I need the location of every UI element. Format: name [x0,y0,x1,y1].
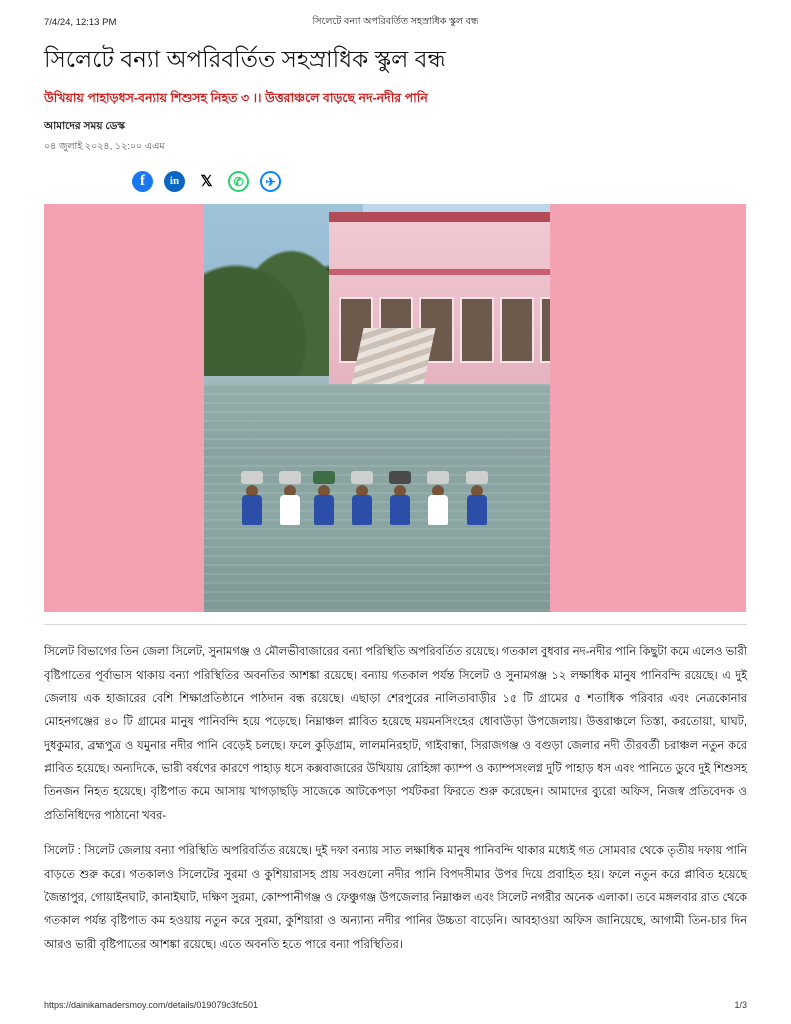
messenger-icon[interactable]: ✈ [260,171,281,192]
article-paragraph: সিলেট : সিলেট জেলায় বন্যা পরিস্থিতি অপরিবর্তিত রয়েছে। দুই দফা বন্যায় সাত লক্ষাধিক মানুষ পানিবন্দি থাকার মধ্যেই গত সোমবার থেকে তৃতীয় দফায় পানি বাড়তে শুরু করে। গতকালও সিলেটের সুরমা ও কুশিয়ারাসহ প্রায় সবগুলো নদীর পানি বিপদসীমার উপর দিয়ে প্রবাহিত হয়। ফলে নতুন করে প্লাবিত হয়েছে জৈন্তাপুর, গোয়াইনঘাট, কানাইঘাট, দক্ষিণ সুরমা, কোম্পানীগঞ্জ ও ফেঞ্চুগঞ্জ উপজেলার নিম্নাঞ্চল এবং সিলেট নগরীর অনেক এলাকা। তবে মঙ্গলবার রাত থেকে গতকাল পর্যন্ত বৃষ্টিপাত কম হওয়ায় নতুন করে সুরমা, কুশিয়ারা ও অন্যান্য নদীর পানির উচ্চতা বাড়েনি। আবহাওয়া অফিস জানিয়েছে, আগামী তিন-চার দিন আরও ভারী বৃষ্টিপাতের আশঙ্কা রয়েছে। এতে অবনতি হতে পারে বন্যা পরিস্থিতির। [44,845,747,951]
print-document-title: সিলেটে বন্যা অপরিবর্তিত সহস্রাধিক স্কুল বন্ধ [312,15,479,27]
photo-canvas [44,204,746,612]
article-paragraph: সিলেট বিভাগের তিন জেলা সিলেট, সুনামগঞ্জ ও মৌলভীবাজারের বন্যা পরিস্থিতি অপরিবর্তিত রয়েছে। গতকাল বুধবার নদ-নদীর পানি কিছুটা কমে এলেও ভারী বৃষ্টিপাতের পূর্বাভাস থাকায় বন্যা পরিস্থিতির অবনতির আশঙ্কা রয়েছে। বন্যায় গতকাল পর্যন্ত সিলেট ও সুনামগঞ্জ ১২ লক্ষাধিক মানুষ পানিবন্দি রয়েছে। এ দুই জেলায় এক হাজারের বেশি শিক্ষাপ্রতিষ্ঠানে পাঠদান বন্ধ রয়েছে। এছাড়া শেরপুরের নালিতাবাড়ীর ১৫ টি গ্রামের ৫ শতাধিক পরিবার এবং নেত্রকোনার মোহনগঞ্জের ৪০ টি গ্রামের মানুষ পানিবন্দি হয়ে পড়েছে। নিম্নাঞ্চল প্লাবিত হয়েছে ময়মনসিংহের ধোবাউড়া উপজেলায়। উত্তরাঞ্চলে তিস্তা, করতোয়া, ঘাঘট, দুধকুমার, ব্রহ্মপুত্র ও যমুনার নদীর পানি বেড়েই চলছে। ফলে কুড়িগ্রাম, লালমনিরহাট, গাইবান্ধা, সিরাজগঞ্জ ও বগুড়া জেলার নদী তীরবর্তী চরাঞ্চল নতুন করে প্লাবিত হয়েছে। অন্যদিকে, ভারী বর্ষণের কারণে পাহাড় ধসে কক্সবাজারের উখিয়ায় রোহিঙ্গা ক্যাম্প ও ক্যাম্পসংলগ্ন দুটি পাহাড় ধস এবং পানিতে ডুবে দুই শিশুসহ তিনজন নিহত হয়েছে। বৃষ্টিপাত কমে আসায় খাগড়াছড়ি সাজেকে আটকেপড়া পর্যটকরা ফিরতে শুরু করেছেন। আমাদের ব্যুরো অফিস, নিজস্ব প্রতিবেদক ও প্রতিনিধিদের পাঠানো খবর- [44,646,748,822]
linkedin-icon[interactable]: in [164,171,185,192]
article-dateline: ০৪ জুলাই ২০২৪, ১২:০০ এএম [44,141,165,153]
page-number: 1/3 [734,1000,747,1010]
photo-scene [204,204,550,612]
facebook-icon[interactable]: f [132,171,153,192]
photo-right-pad [550,204,746,612]
source-url: https://dainikamadersmoy.com/details/019079c3fc501 [44,1000,258,1010]
article-body [44,641,747,969]
photo-student [464,469,490,539]
photo-student [349,469,375,539]
photo-left-pad [44,204,204,612]
print-footer [44,1000,747,1010]
print-date: 7/4/24, 12:13 PM [44,16,117,28]
print-header [44,14,747,30]
share-bar [132,171,747,192]
x-twitter-icon[interactable]: 𝕏 [196,171,217,192]
photo-roofline [329,269,550,275]
photo-student [425,469,451,539]
photo-student [311,469,337,539]
article-byline: আমাদের সময় ডেস্ক [44,120,125,133]
whatsapp-icon[interactable]: ✆ [228,171,249,192]
article-sub-headline: উখিয়ায় পাহাড়ধস-বন্যায় শিশুসহ নিহত ৩ ।। উত্তরাঞ্চলে বাড়ছে নদ-নদীর পানি [44,91,428,106]
page-title: সিলেটে বন্যা অপরিবর্তিত সহস্রাধিক স্কুল বন্ধ [44,46,446,72]
photo-student [277,469,303,539]
content-divider [44,624,747,625]
photo-student [239,469,265,539]
article-photo [44,204,746,612]
photo-student [387,469,413,539]
